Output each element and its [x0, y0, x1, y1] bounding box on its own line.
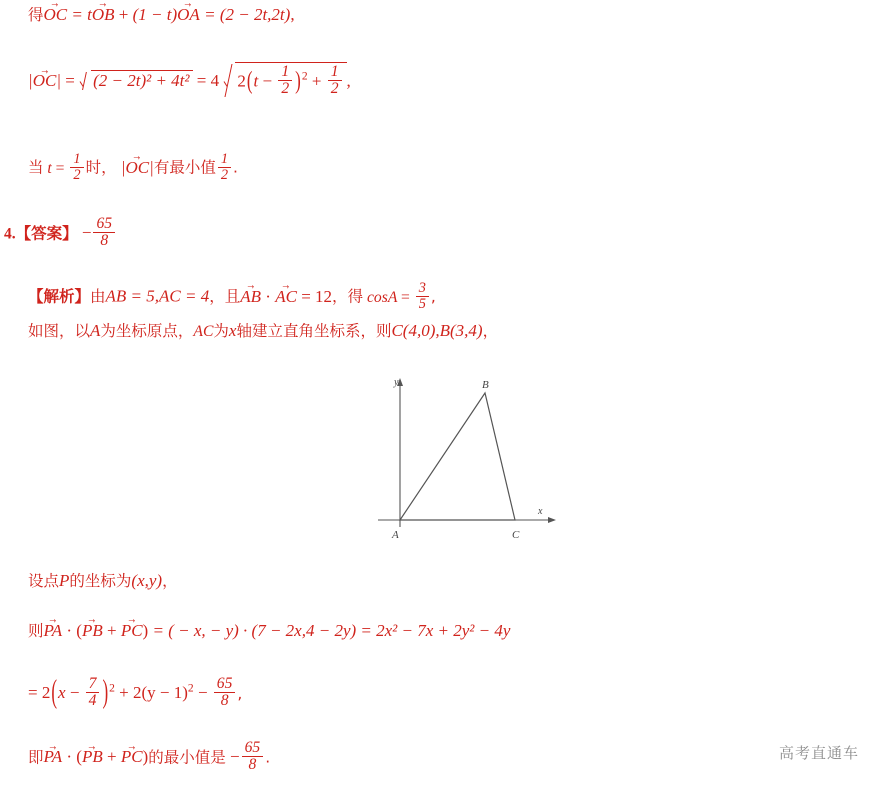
- cs-exp-2: 2: [187, 681, 194, 695]
- line3-t: t: [47, 159, 52, 177]
- conclusion-den: 8: [248, 756, 257, 774]
- conclusion-period: .: [265, 748, 271, 767]
- vector-PC-2: PC →: [121, 748, 143, 767]
- line3-equals: =: [55, 159, 65, 177]
- analysis-ab: AB = 5,: [105, 286, 160, 306]
- line3-period: .: [233, 158, 238, 177]
- analysis-ac: AC = 4: [159, 286, 210, 306]
- setup-x: x: [228, 321, 237, 340]
- label-B: B: [482, 379, 489, 391]
- vector-PC: PC →: [121, 622, 143, 641]
- analysis-comma-1: ，: [209, 287, 225, 306]
- analysis-line: [28, 281, 436, 312]
- line2-minus: −: [262, 71, 273, 91]
- triangle-figure: [370, 375, 570, 550]
- equation-line-3: 当 t = $\frac{1}{2}$ 时， |OC →|有最小值 $\frac{1}{2}$ .: [28, 152, 238, 183]
- point-p-part-1: 设点: [28, 572, 60, 590]
- cs-frac1-den: 4: [88, 692, 97, 710]
- conclusion-sign: −: [229, 747, 240, 767]
- line3-val-num: 1: [218, 152, 231, 168]
- answer-den: 8: [100, 232, 109, 250]
- analysis-cos-num: 3: [416, 281, 429, 297]
- completed-square-line: = 2(x − $\frac{7}{4}$ )$^2 + 2(y - 1)^2$ − $\frac{65}{8}$ ,: [28, 674, 243, 711]
- line2-frac1-num: 1: [278, 64, 292, 81]
- dot-product-lparen: (: [76, 621, 82, 640]
- cs-frac1-num: 7: [86, 676, 100, 693]
- point-p-line: [28, 572, 178, 591]
- line1-rhs: (2 − 2t,2t): [219, 5, 291, 24]
- point-p-part-2: 的坐标为: [69, 572, 132, 590]
- vector-AC: AC →: [275, 288, 297, 307]
- equation-line-1: [28, 6, 295, 25]
- conclusion-plus: +: [106, 747, 117, 767]
- question-index: 4.: [4, 225, 16, 243]
- point-p-comma: ，: [162, 572, 178, 590]
- setup-line: [28, 322, 498, 341]
- line2-frac1-den: 2: [281, 80, 290, 98]
- dot-product-plus: +: [106, 621, 117, 640]
- vector-PB: PB →: [82, 622, 103, 641]
- answer-label: 【答案】: [15, 224, 78, 243]
- vector-PB-2: PB →: [82, 748, 103, 767]
- analysis-comma-3: ,: [430, 287, 436, 306]
- analysis-cos-den: 5: [418, 296, 426, 313]
- label-x-axis: x: [538, 506, 543, 517]
- line1-prefix: 得: [28, 6, 44, 24]
- conclusion-ji: 即: [28, 748, 44, 767]
- line3-mid: 有最小值: [153, 158, 216, 177]
- setup-coords: C(4,0),B(3,4): [391, 321, 483, 340]
- line2-t: t: [253, 71, 259, 91]
- cs-frac2-num: 65: [214, 676, 236, 693]
- watermark: 高考直通车: [778, 744, 859, 762]
- dot-product-dot: ·: [66, 621, 73, 640]
- answer-sign: −: [81, 223, 92, 243]
- setup-part-2: 为坐标原点，: [100, 322, 194, 340]
- vector-OC: OC →: [44, 6, 68, 25]
- line2-coef: 2: [237, 71, 246, 91]
- conclusion-line: [28, 740, 270, 774]
- line2-comma: ,: [346, 71, 351, 91]
- line1-comma: ,: [290, 5, 295, 24]
- line2-equals-2: = 4: [196, 71, 220, 91]
- vector-OA: OA →: [177, 6, 200, 25]
- figure-svg: [370, 375, 570, 550]
- analysis-eq12: = 12: [301, 286, 333, 306]
- line3-shi: 时，: [85, 158, 117, 177]
- dot-product-rparen: ): [142, 621, 149, 640]
- equation-line-2: |OC →| = (2 − 2t)² + 4t² = 4 2(t − $\frac{1}{2}$ )$^2$ + $\frac{1}{2}$ ,: [28, 62, 351, 98]
- line1-plus: +: [118, 5, 129, 24]
- line2-frac2-num: 1: [328, 64, 342, 81]
- conclusion-lparen: (: [76, 747, 82, 767]
- line2-plus: +: [311, 71, 322, 91]
- analysis-and: 且: [224, 287, 241, 306]
- label-A: A: [392, 529, 399, 541]
- setup-part-1: 如图，以: [28, 322, 91, 340]
- dot-product-expansion: = ( − x, − y) · (7 − 2x,4 − 2y) = 2x² − 7x + 2y² − 4y: [152, 621, 511, 640]
- label-y-axis: y: [394, 377, 399, 388]
- setup-part-4: 轴建立直角坐标系，则: [236, 322, 392, 340]
- line3-when: 当: [28, 158, 44, 177]
- conclusion-mid: 的最小值是: [148, 748, 226, 767]
- conclusion-num: 65: [242, 740, 264, 757]
- triangle-ABC: [400, 393, 515, 520]
- line3-val-den: 2: [220, 167, 229, 184]
- vector-OB: OB →: [92, 6, 115, 25]
- setup-comma: ，: [482, 322, 499, 340]
- line2-radicand: (2 − 2t)² + 4t²: [91, 70, 192, 91]
- vector-OC-abs-2: OC →: [126, 159, 150, 178]
- question-4-answer: [4, 216, 117, 250]
- x-axis-arrow: [548, 517, 556, 523]
- cs-frac2-den: 8: [220, 692, 229, 710]
- setup-A: A: [90, 321, 101, 340]
- line1-one-minus-t: (1 − t): [132, 5, 178, 24]
- vector-OC-abs: OC →: [33, 72, 57, 91]
- dot-product-then: 则: [28, 622, 44, 640]
- point-p-coords: (x,y): [131, 571, 163, 590]
- cs-x: x: [58, 683, 66, 703]
- line1-equals: =: [71, 5, 83, 24]
- dot-product-line: [28, 622, 510, 641]
- label-C: C: [512, 529, 520, 541]
- line2-equals: =: [65, 71, 75, 91]
- line1-t: t: [87, 5, 92, 24]
- analysis-de: 得: [347, 287, 364, 306]
- analysis-comma-2: ，: [332, 287, 348, 306]
- cs-exp-1: 2: [109, 681, 115, 695]
- line1-equals-2: =: [204, 5, 216, 24]
- vector-PA: PA →: [44, 622, 63, 641]
- vector-AB: AB →: [240, 288, 261, 307]
- analysis-cosA: cosA: [366, 288, 398, 306]
- line3-half-num: 1: [70, 152, 83, 168]
- cs-minus: −: [69, 683, 80, 703]
- cs-comma: ,: [237, 684, 243, 703]
- analysis-cdot: ·: [265, 286, 271, 306]
- cs-minus-2: −: [197, 683, 208, 703]
- analysis-eq: =: [400, 288, 410, 306]
- point-p-symbol: P: [59, 571, 70, 590]
- line3-half-den: 2: [73, 167, 81, 184]
- vector-PA-2: PA →: [44, 748, 63, 767]
- analysis-label: 【解析】: [28, 287, 91, 306]
- cs-plus-term: + 2(y − 1): [119, 683, 188, 703]
- setup-part-3: 为: [213, 322, 229, 340]
- cs-equals: = 2: [28, 683, 51, 703]
- setup-AC: AC: [193, 323, 214, 340]
- answer-num: 65: [93, 216, 115, 233]
- conclusion-rparen: ): [142, 747, 149, 767]
- analysis-by: 由: [90, 287, 106, 306]
- line2-frac2-den: 2: [330, 80, 339, 98]
- conclusion-dot: ·: [66, 747, 73, 767]
